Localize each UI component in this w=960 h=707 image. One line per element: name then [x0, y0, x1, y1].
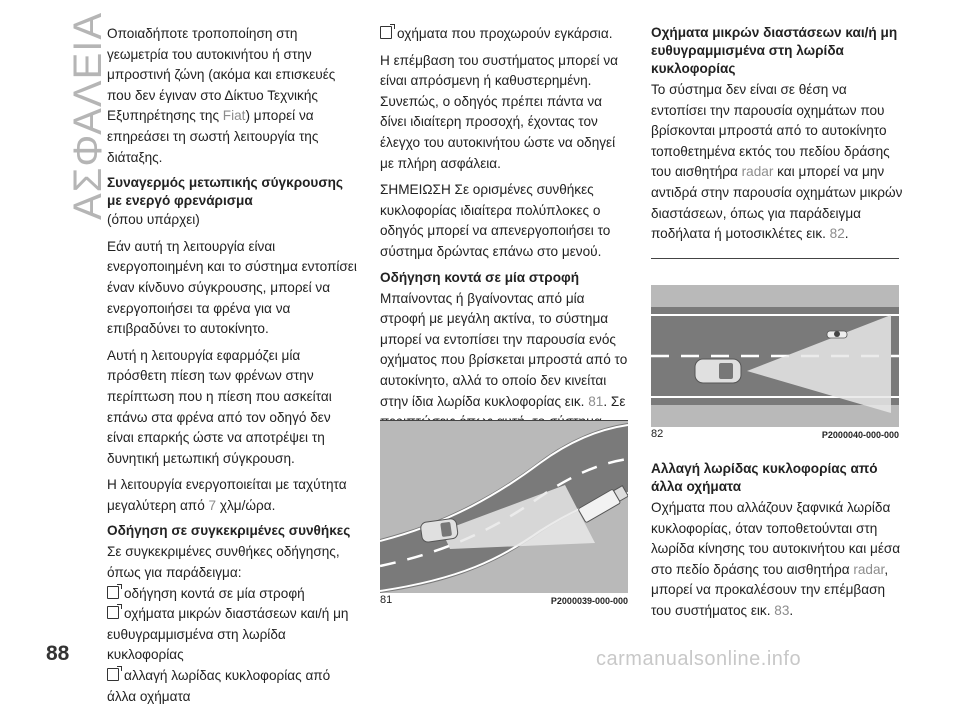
- list-item: οδήγηση κοντά σε μία στροφή: [107, 584, 359, 605]
- figure-82: [651, 258, 899, 441]
- page-number: 88: [46, 642, 70, 665]
- side-title-text: ΑΣΦΑΛΕΙΑ: [66, 11, 110, 220]
- checkbox-bullet-icon: [107, 668, 119, 681]
- column-3: [651, 24, 903, 251]
- paragraph: Εάν αυτή τη λειτουργία είναι ενεργοποιημένη και το σύστημα εντοπίσει έναν κίνδυνο σύγκρουσης, μπορεί να ενεργοποιήσει τα φρένα για να επιβραδύνει το αυτοκίνητο.: [107, 238, 357, 337]
- paragraph: Η επέμβαση του συστήματος μπορεί να είναι απρόσμενη ή καθυστερημένη. Συνεπώς, ο οδηγός πρέπει πάντα να δίνει ιδιαίτερη προσοχή, έχοντας τον έλεγχο του αυτοκινήτου ώστε να οδηγεί με πλήρη ασφάλεια.: [380, 52, 619, 171]
- list-item: οχήματα μικρών διαστάσεων και/ή μη ευθυγραμμισμένα στη λωρίδα κυκλοφορίας: [107, 606, 349, 663]
- section-side-title: [4, 11, 110, 250]
- small-vehicle-illustration: [651, 285, 899, 427]
- paragraph: Οποιαδήποτε τροποποίηση στη γεωμετρία του αυτοκινήτου ή στην μπροστινή ζώνη (ακόμα και επισκευές που δεν έγιναν στο Δίκτυο Τεχνικής Εξυπηρέτησης της Fiat) μπορεί να επηρεάσει τη σωστή λειτουργία της διάταξης.: [107, 26, 336, 165]
- column-1: [107, 24, 359, 707]
- heading-frontal-collision: Συναγερμός μετωπικής σύγκρουσης με ενεργό φρενάρισμα: [107, 175, 343, 209]
- figure-code: P2000040-000-000: [821, 430, 899, 440]
- curve-road-illustration: [380, 421, 628, 593]
- heading-lane-change: Αλλαγή λωρίδας κυκλοφορίας από άλλα οχήματα: [651, 461, 878, 494]
- paragraph: Το σύστημα δεν είναι σε θέση να εντοπίσει την παρουσία οχημάτων που βρίσκονται μπροστά από το αυτοκίνητο τοποθετημένα εκτός του πεδίου δράσης του αισθητήρα radar και μπορεί να μην αντιδρά στην παρουσία οχημάτων μικρών διαστάσεων, όπως για παράδειγμα ποδήλατα ή μοτοσικλέτες εικ. 82.: [651, 82, 903, 242]
- column-2: [380, 24, 632, 459]
- note-paragraph: ΣΗΜΕΙΩΣΗ Σε ορισμένες συνθήκες κυκλοφορίας ιδιαίτερα πολύπλοκες ο οδηγός μπορεί να απενεργοποιήσει το σύστημα δρώντας επάνω στο μενού.: [380, 182, 611, 259]
- list-item: αλλαγή λωρίδας κυκλοφορίας από άλλα οχήματα: [107, 668, 331, 704]
- checkbox-bullet-icon: [107, 586, 119, 599]
- heading-specific-conditions: Οδήγηση σε συγκεκριμένες συνθήκες: [107, 523, 351, 539]
- paragraph: Σε συγκεκριμένες συνθήκες οδήγησης, όπως για παράδειγμα:: [107, 544, 340, 581]
- figure-number: 81: [380, 594, 393, 606]
- checkbox-bullet-icon: [107, 606, 119, 619]
- column-3-lower: [651, 460, 903, 628]
- figure-code: P2000039-000-000: [550, 596, 628, 606]
- paragraph: Οχήματα που αλλάζουν ξαφνικά λωρίδα κυκλοφορίας, όταν τοποθετούνται στη λωρίδα κίνησης του αυτοκινήτου και μέσα στο πεδίο δράσης του αισθητήρα radar, μπορεί να προκαλέσουν την επέμβαση του συστήματος εικ. 83.: [651, 500, 901, 618]
- heading-note: (όπου υπάρχει): [107, 212, 200, 228]
- heading-curve-driving: Οδήγηση κοντά σε μία στροφή: [380, 269, 580, 285]
- figure-number: 82: [651, 428, 664, 440]
- list-item: οχήματα που προχωρούν εγκάρσια.: [380, 24, 632, 45]
- checkbox-bullet-icon: [380, 26, 392, 39]
- heading-small-vehicles: Οχήματα μικρών διαστάσεων και/ή μη ευθυγραμμισμένα στη λωρίδα κυκλοφορίας: [651, 25, 898, 76]
- paragraph: Αυτή η λειτουργία εφαρμόζει μία πρόσθετη πίεση των φρένων στην περίπτωση που η πίεση που ασκείται επάνω στα φρένα από τον οδηγό δεν είναι επαρκής ώστε να αποτρέψει τη δυνητική μετωπική σύγκρουση.: [107, 347, 332, 466]
- paragraph: Η λειτουργία ενεργοποιείται με ταχύτητα μεγαλύτερη από 7 χλμ/ώρα.: [107, 477, 347, 513]
- paragraph: Μπαίνοντας ή βγαίνοντας από μία στροφή με μεγάλη ακτίνα, το σύστημα μπορεί να εντοπίσει την παρουσία ενός οχήματος που βρίσκεται μπροστά από το αυτοκίνητο, αλλά το οποίο δεν κινείται στην ίδια λωρίδα κυκλοφορίας εικ. 81. Σε: [380, 290, 628, 409]
- watermark: carmanualsonline.info: [596, 648, 802, 670]
- figure-81: [380, 420, 628, 607]
